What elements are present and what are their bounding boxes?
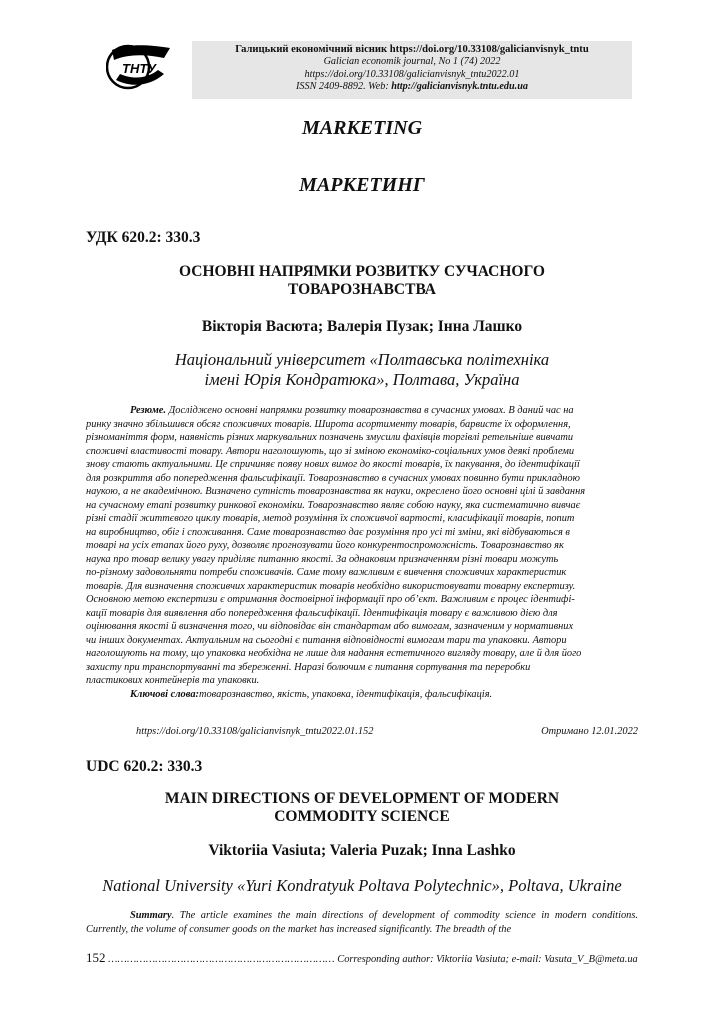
corresponding-author: Corresponding author: Viktoriia Vasiuta; e-mail: Vasuta_V_B@meta.ua	[337, 954, 638, 965]
logo-swoosh-top	[112, 45, 170, 60]
abstract-line-1: ринку значно збільшився обсяг споживчих товарів. Широта асортименту товарів, барвисте їх оформлення,	[86, 418, 571, 430]
tntu-logo	[106, 40, 172, 94]
journal-issn-line	[192, 81, 632, 93]
abstract-line-20: пластикових контейнерів та упаковки.	[86, 675, 260, 686]
abstract-line-5: для розкриття або попередження фальсифікації. Товарознавство в сучасних умовах повинно бути прикладною	[86, 472, 580, 484]
summary-text: . The article examines the main directions of development of commodity science in modern conditions. Currently, the volume of consumer goods on the market has increased significantly. The breadth of the	[86, 910, 638, 935]
footer-dots: ………………………………………………………………	[108, 954, 335, 965]
authors-ua: Вікторія Васюта; Валерія Пузак; Інна Лашко	[201, 318, 523, 335]
abstract-line-6: наукою, а не академічною. Визначено сутність товарознавства як науки, окреслено його основні цілі й завдання	[86, 486, 586, 497]
abstract-line	[86, 404, 638, 418]
abstract-line-9: на виробництво, обіг і споживання. Саме товарознавство дає розуміння про усі ті зміни, які відбуваються в	[86, 526, 570, 538]
journal-web-link[interactable]: http://galicianvisnyk.tntu.edu.ua	[391, 81, 528, 93]
summary-label: Summary	[130, 910, 172, 921]
keywords-ua	[86, 688, 638, 702]
page-number: 152	[86, 950, 106, 965]
article-title-en-line1: MAIN DIRECTIONS OF DEVELOPMENT OF MODERN	[164, 790, 560, 807]
abstract-line-0: Досліджено основні напрямки розвитку товарознавства в сучасних умовах. В даний час на	[168, 405, 574, 416]
issn-text: ISSN 2409-8892. Web:	[296, 81, 392, 93]
abstract-line-2: різноманіття форм, наявність різних маркувальних позначень змусили фахівців торгівлі ретельніше вивчати	[86, 432, 574, 443]
summary-en	[86, 909, 638, 936]
article-title-ua-line2: ТОВАРОЗНАВСТВА	[287, 281, 437, 298]
logo-text: ТНТУ	[122, 61, 157, 76]
udc-code: UDC 620.2: 330.3	[86, 758, 203, 775]
section-title-ua: МАРКЕТИНГ	[299, 174, 425, 196]
udk-code: УДК 620.2: 330.3	[86, 229, 201, 246]
abstract-label: Резюме.	[130, 405, 167, 416]
affiliation-ua-line1: Національний університет «Полтавська політехніка	[174, 350, 550, 369]
article-title-en	[120, 790, 604, 826]
journal-doi-line: https://doi.org/10.33108/galicianvisnyk_tntu2022.01	[304, 68, 520, 80]
article-title-ua-line1: ОСНОВНІ НАПРЯМКИ РОЗВИТКУ СУЧАСНОГО	[179, 263, 545, 280]
journal-header	[192, 41, 632, 99]
abstract-line-18: наголошують на тому, що упаковка необхідна не лише для надання естетичного вигляду товару, але й для його	[86, 648, 582, 659]
abstract-line-10: товарі на усіх етапах його руху, дозволяє прогнозувати його конкурентоспроможність. Товарознавство як	[86, 540, 564, 551]
authors-en: Viktoriia Vasiuta; Valeria Puzak; Inna Lashko	[208, 842, 516, 859]
abstract-line-8: різні стадії життєвого циклу товарів, метод розуміння їх споживчої вартості, класифікації товарів, попит	[86, 513, 575, 524]
abstract-line-12: по-різному задовольняти потреби споживачів. Саме тому важливим є вивчення споживчих характеристик	[86, 567, 567, 578]
abstract-line-3: споживчі властивості товару. Автори наголошують, що зі зміною економіко-соціальних умов деякі проблеми	[86, 445, 575, 457]
abstract-line-4: знову стають актуальними. Це спричиняє появу нових вимог до якості товарів, їх пакування, до ідентифікації	[86, 459, 580, 470]
keywords-label: Ключові слова:	[130, 689, 199, 700]
affiliation-ua-line2: імені Юрія Кондратюка», Полтава, Україна	[204, 370, 520, 389]
abstract-line-14: Основною метою експертизи є отримання достовірної інформації про об’єкт. Важливим є процес ідентифі-	[86, 594, 575, 605]
article-title-ua	[120, 263, 604, 299]
section-title-en: MARKETING	[301, 117, 423, 139]
abstract-line-11: наука про товар велику увагу приділяє питанню якості. За однаковим призначенням різні товари можуть	[86, 553, 559, 565]
article-doi-link[interactable]: https://doi.org/10.33108/galicianvisnyk_tntu2022.01.152	[136, 726, 374, 737]
abstract-line-7: на сучасному етапі розвитку ринкової економіки. Товарознавство являє собою науку, яка систематично вивчає	[86, 499, 581, 511]
article-title-en-line2: COMMODITY SCIENCE	[274, 808, 450, 825]
keywords-text: товарознавство, якість, упаковка, ідентифікація, фальсифікація.	[198, 689, 493, 700]
journal-title-line: Галицький економічний вісник https://doi.org/10.33108/galicianvisnyk_tntu	[235, 44, 589, 55]
abstract-ua	[86, 404, 638, 688]
abstract-line-19: захисту при транспортуванні та збереженні. Наразі болючим є питання сортування та переробки	[86, 661, 531, 673]
abstract-line-13: товарів. Для визначення споживчих характеристик товарів необхідно використовувати товарну експертизу.	[86, 580, 576, 592]
abstract-line-15: кації товарів для виявлення або попередження фальсифікації. Ідентифікація товару є важливою дією для	[86, 607, 558, 619]
received-date: Отримано 12.01.2022	[541, 726, 638, 737]
page-footer	[86, 950, 638, 966]
affiliation-ua	[90, 350, 634, 390]
abstract-line-16: оцінювання якості й визначення того, чи відповідає він стандартам або вимогам, зазначеним у нормативних	[86, 621, 574, 632]
journal-issue-line: Galician economik journal, No 1 (74) 2022	[323, 56, 501, 68]
abstract-line-17: чи інших документах. Актуальним на сьогодні є питання відповідності вимогам тари та упаковки. Автори	[86, 634, 567, 646]
affiliation-en: National University «Yuri Kondratyuk Poltava Polytechnic», Poltava, Ukraine	[102, 876, 622, 895]
